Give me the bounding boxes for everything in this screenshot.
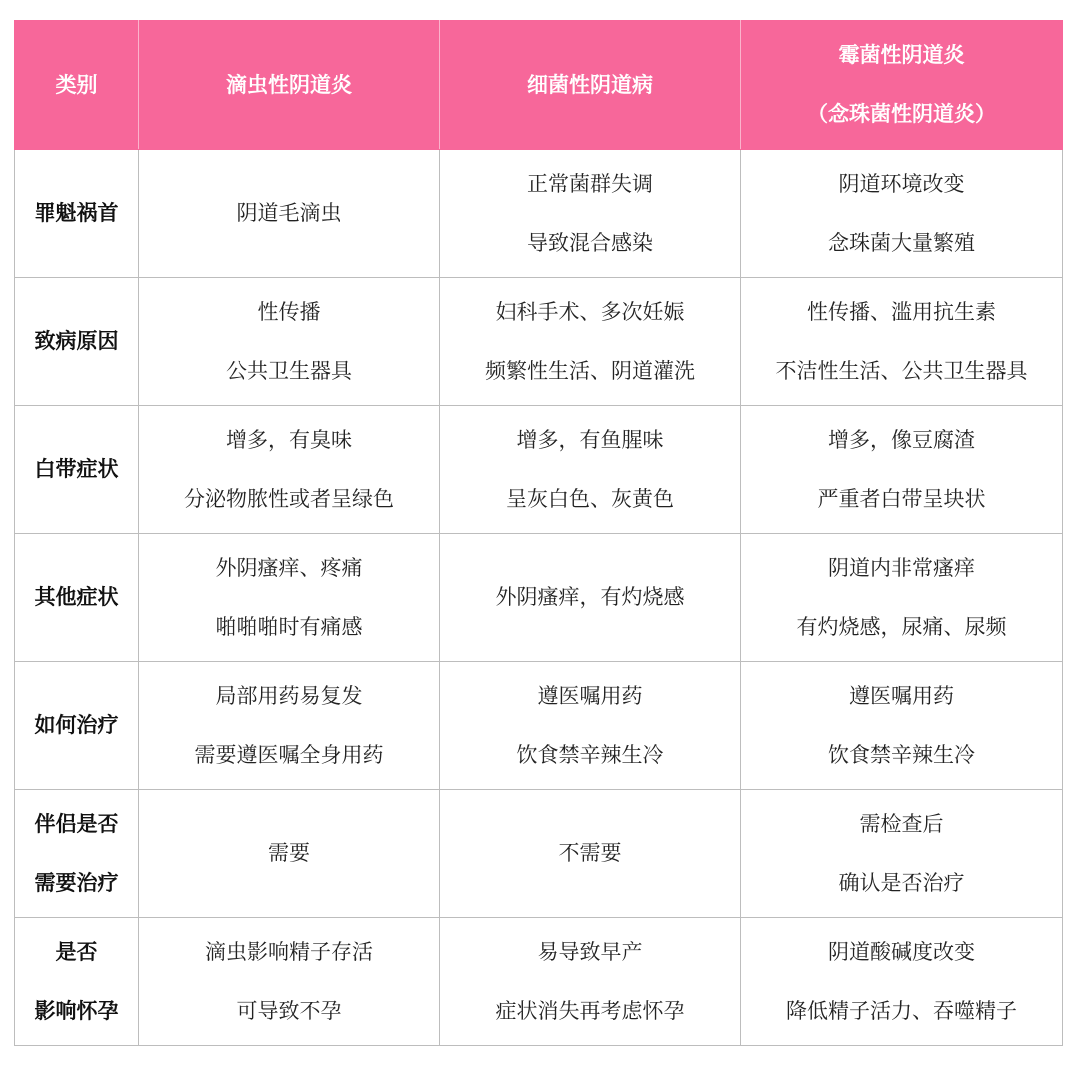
cell-category xyxy=(15,406,139,534)
table-row xyxy=(15,662,1063,790)
cell-trichomonas xyxy=(139,406,440,534)
cell-text: 呈灰白色、灰黄色 xyxy=(506,486,674,511)
cell-text: 分泌物脓性或者呈绿色 xyxy=(184,486,394,511)
cell-trichomonas xyxy=(139,662,440,790)
header-category-label: 类别 xyxy=(55,72,98,97)
cell-category xyxy=(15,918,139,1046)
cell-trichomonas xyxy=(139,150,440,278)
cell-text: 易导致早产 xyxy=(537,939,643,964)
cell-text: 确认是否治疗 xyxy=(838,870,965,895)
cell-fungal xyxy=(741,662,1063,790)
table-row xyxy=(15,278,1063,406)
table-body xyxy=(15,150,1063,1046)
cell-text: 饮食禁辛辣生冷 xyxy=(516,742,664,767)
table-row xyxy=(15,150,1063,278)
header-fungal-sublabel: （念珠菌性阴道炎） xyxy=(807,102,996,126)
table-row xyxy=(15,534,1063,662)
header-category xyxy=(15,21,139,150)
cell-category xyxy=(15,150,139,278)
vaginitis-comparison-table xyxy=(14,20,1063,1046)
cell-text: 伴侣是否 xyxy=(34,811,119,836)
header-fungal-label: 霉菌性阴道炎 xyxy=(838,43,965,67)
comparison-table-container xyxy=(14,20,1062,1046)
cell-fungal xyxy=(741,790,1063,918)
cell-text: 性传播 xyxy=(257,299,321,324)
header-fungal xyxy=(741,21,1063,150)
cell-text: 可导致不孕 xyxy=(236,998,342,1023)
cell-text: 遵医嘱用药 xyxy=(537,683,643,708)
cell-text: 降低精子活力、吞噬精子 xyxy=(786,998,1017,1023)
cell-trichomonas xyxy=(139,534,440,662)
cell-text: 不洁性生活、公共卫生器具 xyxy=(775,358,1028,383)
cell-bacterial xyxy=(440,278,741,406)
cell-text: 致病原因 xyxy=(34,329,119,353)
cell-text: 需检查后 xyxy=(859,811,944,836)
cell-fungal xyxy=(741,534,1063,662)
cell-fungal xyxy=(741,150,1063,278)
cell-text: 遵医嘱用药 xyxy=(849,683,954,708)
cell-text: 性传播、滥用抗生素 xyxy=(807,299,996,324)
cell-fungal xyxy=(741,278,1063,406)
cell-text: 阴道毛滴虫 xyxy=(236,201,342,225)
cell-text: 频繁性生活、阴道灌洗 xyxy=(485,358,695,383)
cell-text: 白带症状 xyxy=(34,457,119,481)
cell-fungal xyxy=(741,918,1063,1046)
cell-text: 其他症状 xyxy=(34,585,119,609)
cell-text: 是否 xyxy=(55,939,98,964)
cell-text: 不需要 xyxy=(558,841,622,865)
cell-text: 需要治疗 xyxy=(34,870,119,895)
cell-text: 阴道环境改变 xyxy=(838,171,965,196)
cell-text: 如何治疗 xyxy=(34,713,119,737)
cell-bacterial xyxy=(440,918,741,1046)
cell-text: 阴道内非常瘙痒 xyxy=(828,555,975,580)
cell-text: 外阴瘙痒、疼痛 xyxy=(215,555,363,580)
cell-category xyxy=(15,790,139,918)
cell-text: 需要遵医嘱全身用药 xyxy=(194,742,384,767)
cell-trichomonas xyxy=(139,278,440,406)
cell-text: 有灼烧感，尿痛、尿频 xyxy=(796,614,1007,639)
header-bacterial-label: 细菌性阴道病 xyxy=(527,72,653,97)
header-trichomonas xyxy=(139,21,440,150)
cell-text: 妇科手术、多次妊娠 xyxy=(495,299,685,324)
cell-text: 念珠菌大量繁殖 xyxy=(828,230,975,255)
cell-text: 啪啪啪时有痛感 xyxy=(215,614,363,639)
cell-category xyxy=(15,278,139,406)
table-header xyxy=(15,21,1063,150)
cell-text: 增多，有臭味 xyxy=(226,427,352,452)
cell-category xyxy=(15,662,139,790)
cell-text: 局部用药易复发 xyxy=(215,683,363,708)
cell-text: 饮食禁辛辣生冷 xyxy=(828,742,975,767)
cell-fungal xyxy=(741,406,1063,534)
cell-trichomonas xyxy=(139,918,440,1046)
cell-bacterial xyxy=(440,150,741,278)
header-bacterial xyxy=(440,21,741,150)
cell-text: 需要 xyxy=(268,841,310,865)
cell-text: 公共卫生器具 xyxy=(226,358,352,383)
cell-bacterial xyxy=(440,406,741,534)
cell-text: 滴虫影响精子存活 xyxy=(205,939,373,964)
table-row xyxy=(15,790,1063,918)
table-row xyxy=(15,918,1063,1046)
header-row xyxy=(15,21,1063,150)
cell-trichomonas xyxy=(139,790,440,918)
cell-text: 增多，有鱼腥味 xyxy=(516,427,664,452)
cell-text: 导致混合感染 xyxy=(527,230,653,255)
cell-text: 外阴瘙痒，有灼烧感 xyxy=(495,585,685,609)
header-trichomonas-label: 滴虫性阴道炎 xyxy=(226,72,352,97)
table-row xyxy=(15,406,1063,534)
cell-text: 严重者白带呈块状 xyxy=(817,486,986,511)
cell-bacterial xyxy=(440,790,741,918)
cell-text: 正常菌群失调 xyxy=(527,171,653,196)
cell-text: 影响怀孕 xyxy=(34,998,119,1023)
cell-bacterial xyxy=(440,534,741,662)
cell-category xyxy=(15,534,139,662)
cell-text: 罪魁祸首 xyxy=(34,201,119,225)
cell-text: 阴道酸碱度改变 xyxy=(828,939,975,964)
cell-bacterial xyxy=(440,662,741,790)
cell-text: 症状消失再考虑怀孕 xyxy=(495,998,685,1023)
cell-text: 增多，像豆腐渣 xyxy=(828,427,975,452)
